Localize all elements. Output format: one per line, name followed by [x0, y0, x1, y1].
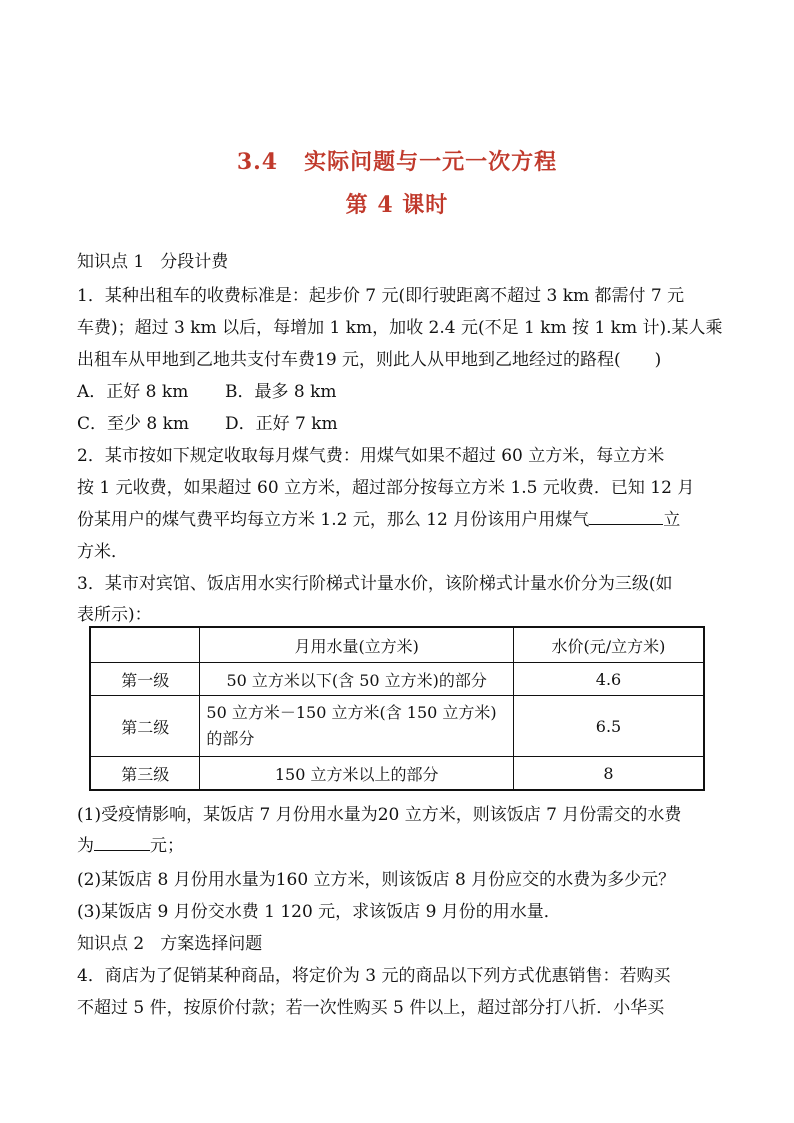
q1-line-1: 1．某种出租车的收费标准是：起步价 7 元(即行驶距离不超过 3 km 都需付 7 元: [77, 286, 685, 306]
q4-line-1: 4．商店为了促销某种商品，将定价为 3 元的商品以下列方式优惠销售：若购买: [77, 966, 671, 986]
q2-line-3: [77, 505, 717, 530]
q1-option-a: A．正好 8 km: [77, 382, 189, 402]
q3-sub1-suffix: 元；: [150, 836, 184, 856]
section-name: 方案选择问题: [160, 934, 263, 954]
q1-option-b: B．最多 8 km: [225, 382, 337, 402]
q2-line-4: 方米．: [77, 542, 128, 562]
q2-line-2: 按 1 元收费，如果超过 60 立方米，超过部分按每立方米 1.5 元收费．已知 12 月: [77, 478, 695, 498]
lesson-title: [0, 145, 794, 176]
q2-line-3-text: 份某用户的煤气费平均每立方米 1.2 元，那么 12 月份该用户用煤气: [77, 510, 590, 530]
q3-intro-line-2: 表所示)：: [77, 605, 152, 625]
answer-blank: [589, 508, 663, 525]
table-cell-level: 第二级: [90, 696, 200, 757]
q1-line-3: 出租车从甲地到乙地共支付车费19 元，则此人从甲地到乙地经过的路程( ): [77, 350, 662, 370]
lesson-subtitle: 第 4 课时: [345, 192, 449, 218]
table-cell-level: 第三级: [90, 757, 200, 791]
water-price-table: [89, 626, 705, 791]
table-row: [90, 696, 704, 757]
table-cell-usage: [200, 696, 514, 757]
answer-blank: [94, 834, 150, 851]
q1-option-c: C．至少 8 km: [77, 414, 190, 434]
table-header-cell: 水价(元/立方米): [513, 627, 704, 663]
q2-line-3-unit: 立: [663, 510, 681, 530]
table-cell-usage-line-2: 的部分: [206, 729, 255, 748]
q4-line-2: 不超过 5 件，按原价付款；若一次性购买 5 件以上，超过部分打八折．小华买: [77, 998, 665, 1018]
q1-line-2: 车费)；超过 3 km 以后，每增加 1 km，加收 2.4 元(不足 1 km 按 1 km 计).某人乘: [77, 318, 723, 338]
table-row: [90, 663, 704, 696]
table-header-cell: 月用水量(立方米): [200, 627, 514, 663]
q1-option-d: D．正好 7 km: [225, 414, 338, 434]
q3-intro-line-1: 3．某市对宾馆、饭店用水实行阶梯式计量水价，该阶梯式计量水价分为三级(如: [77, 574, 673, 594]
table-row: [90, 757, 704, 791]
lesson-number: 3.4: [236, 149, 279, 175]
q2-line-1: 2．某市按如下规定收取每月煤气费：用煤气如果不超过 60 立方米，每立方米: [77, 446, 665, 466]
table-cell-usage-line-1: 50 立方米－150 立方米(含 150 立方米): [206, 703, 497, 722]
table-cell-usage: 150 立方米以上的部分: [200, 757, 514, 791]
table-cell-usage: 50 立方米以下(含 50 立方米)的部分: [200, 663, 514, 696]
table-header-row: [90, 627, 704, 663]
section-name: 分段计费: [160, 252, 229, 272]
section-heading-2: [77, 929, 262, 954]
section-label: 知识点 2: [77, 934, 145, 954]
section-label: 知识点 1: [77, 252, 145, 272]
q3-sub1-line-2: [77, 831, 717, 856]
q3-sub1-line-1: (1)受疫情影响，某饭店 7 月份用水量为20 立方米，则该饭店 7 月份需交的水费: [77, 805, 682, 825]
q3-sub1-prefix: 为: [77, 836, 94, 856]
table-cell-price: 4.6: [513, 663, 704, 696]
section-heading-1: [77, 247, 228, 272]
table-cell-level: 第一级: [90, 663, 200, 696]
table-cell-price: 8: [513, 757, 704, 791]
table-cell-price: 6.5: [513, 696, 704, 757]
lesson-main-title: 实际问题与一元一次方程: [304, 149, 558, 175]
table-header-cell: [90, 627, 200, 663]
q3-sub2: (2)某饭店 8 月份用水量为160 立方米，则该饭店 8 月份应交的水费为多少元？: [77, 870, 676, 890]
q3-sub3: (3)某饭店 9 月份交水费 1 120 元，求该饭店 9 月份的用水量．: [77, 902, 561, 922]
